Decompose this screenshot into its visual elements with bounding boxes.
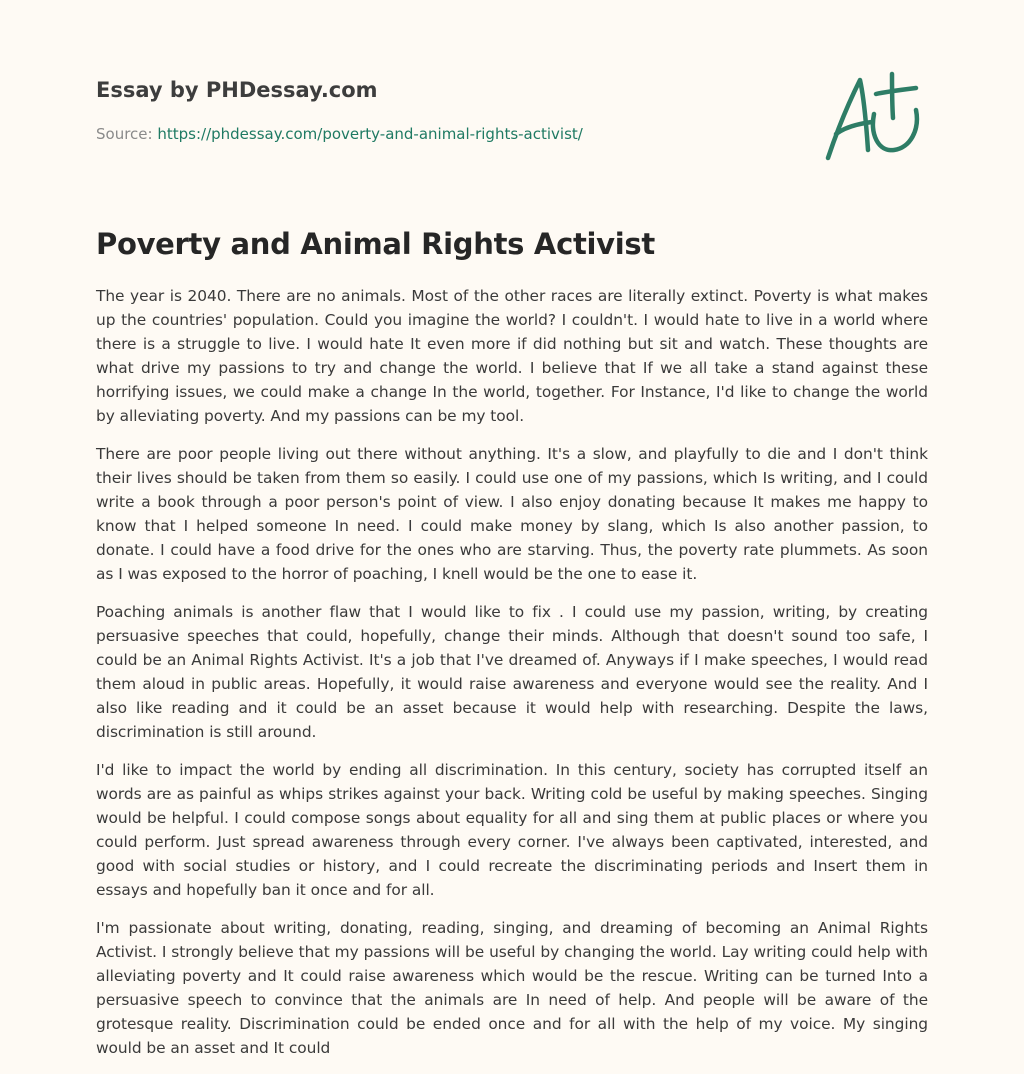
source-link[interactable]: https://phdessay.com/poverty-and-animal-rights-activist/ [157,125,583,143]
source-label: Source: [96,125,153,143]
site-brand: Essay by PHDessay.com [96,78,378,102]
essay-paragraph-2: There are poor people living out there without anything. It's a slow, and playfully to die and I don't think their lives should be taken from them so easily. I could use one of my passions, which Is writing, and I could write a book through a poor person's point of view. I also enjoy donating because It makes me happy to know that I helped someone In need. I could make money by slang, which Is also another passion, to donate. I could have a food drive for the ones who are starving. Thus, the poverty rate plummets. As soon as I was exposed to the horror of poaching, I knell would be the one to ease it. [96,445,928,583]
essay-header [96,76,796,144]
a-plus-grade-icon [822,68,930,164]
essay-paragraph-5: I'm passionate about writing, donating, reading, singing, and dreaming of becoming an Animal Rights Activist. I strongly believe that my passions will be useful by changing the world. Lay writing could help with alleviating poverty and It could raise awareness which would be the rescue. Writing can be turned Into a persuasive speech to convince that the animals are In need of help. And people will be aware of the grotesque reality. Discrimination could be ended once and for all with the help of my voice. My singing would be an asset and It could [96,919,928,1057]
essay-paragraph-4: I'd like to impact the world by ending all discrimination. In this century, society has corrupted itself an words are as painful as whips strikes against your back. Writing cold be useful by making speeches. Singing would be helpful. I could compose songs about equality for all and sing them at public places or where you could perform. Just spread awareness through every corner. I've always been captivated, interested, and good with social studies or history, and I could recreate the discriminating periods and Insert them in essays and hopefully ban it once and for all. [96,761,928,899]
essay-paragraph-3: Poaching animals is another flaw that I would like to fix . I could use my passion, writing, by creating persuasive speeches that could, hopefully, change their minds. Although that doesn't sound too safe, I could be an Animal Rights Activist. It's a job that I've dreamed of. Anyways if I make speeches, I would read them aloud in public areas. Hopefully, it would raise awareness and everyone would see the reality. And I also like reading and it could be an asset because it would help with researching. Despite the laws, discrimination is still around. [96,603,928,741]
source-line [96,124,796,144]
essay-paragraph-1: The year is 2040. There are no animals. Most of the other races are literally extinct. Poverty is what makes up the countries' population. Could you imagine the world? I couldn't. I would hate to live in a world where there is a struggle to live. I would hate It even more if did nothing but sit and watch. These thoughts are what drive my passions to try and change the world. I believe that If we all take a stand against these horrifying issues, we could make a change In the world, together. For Instance, I'd like to change the world by alleviating poverty. And my passions can be my tool. [96,287,928,425]
essay-title: Poverty and Animal Rights Activist [96,227,655,261]
essay-body [96,284,928,1074]
